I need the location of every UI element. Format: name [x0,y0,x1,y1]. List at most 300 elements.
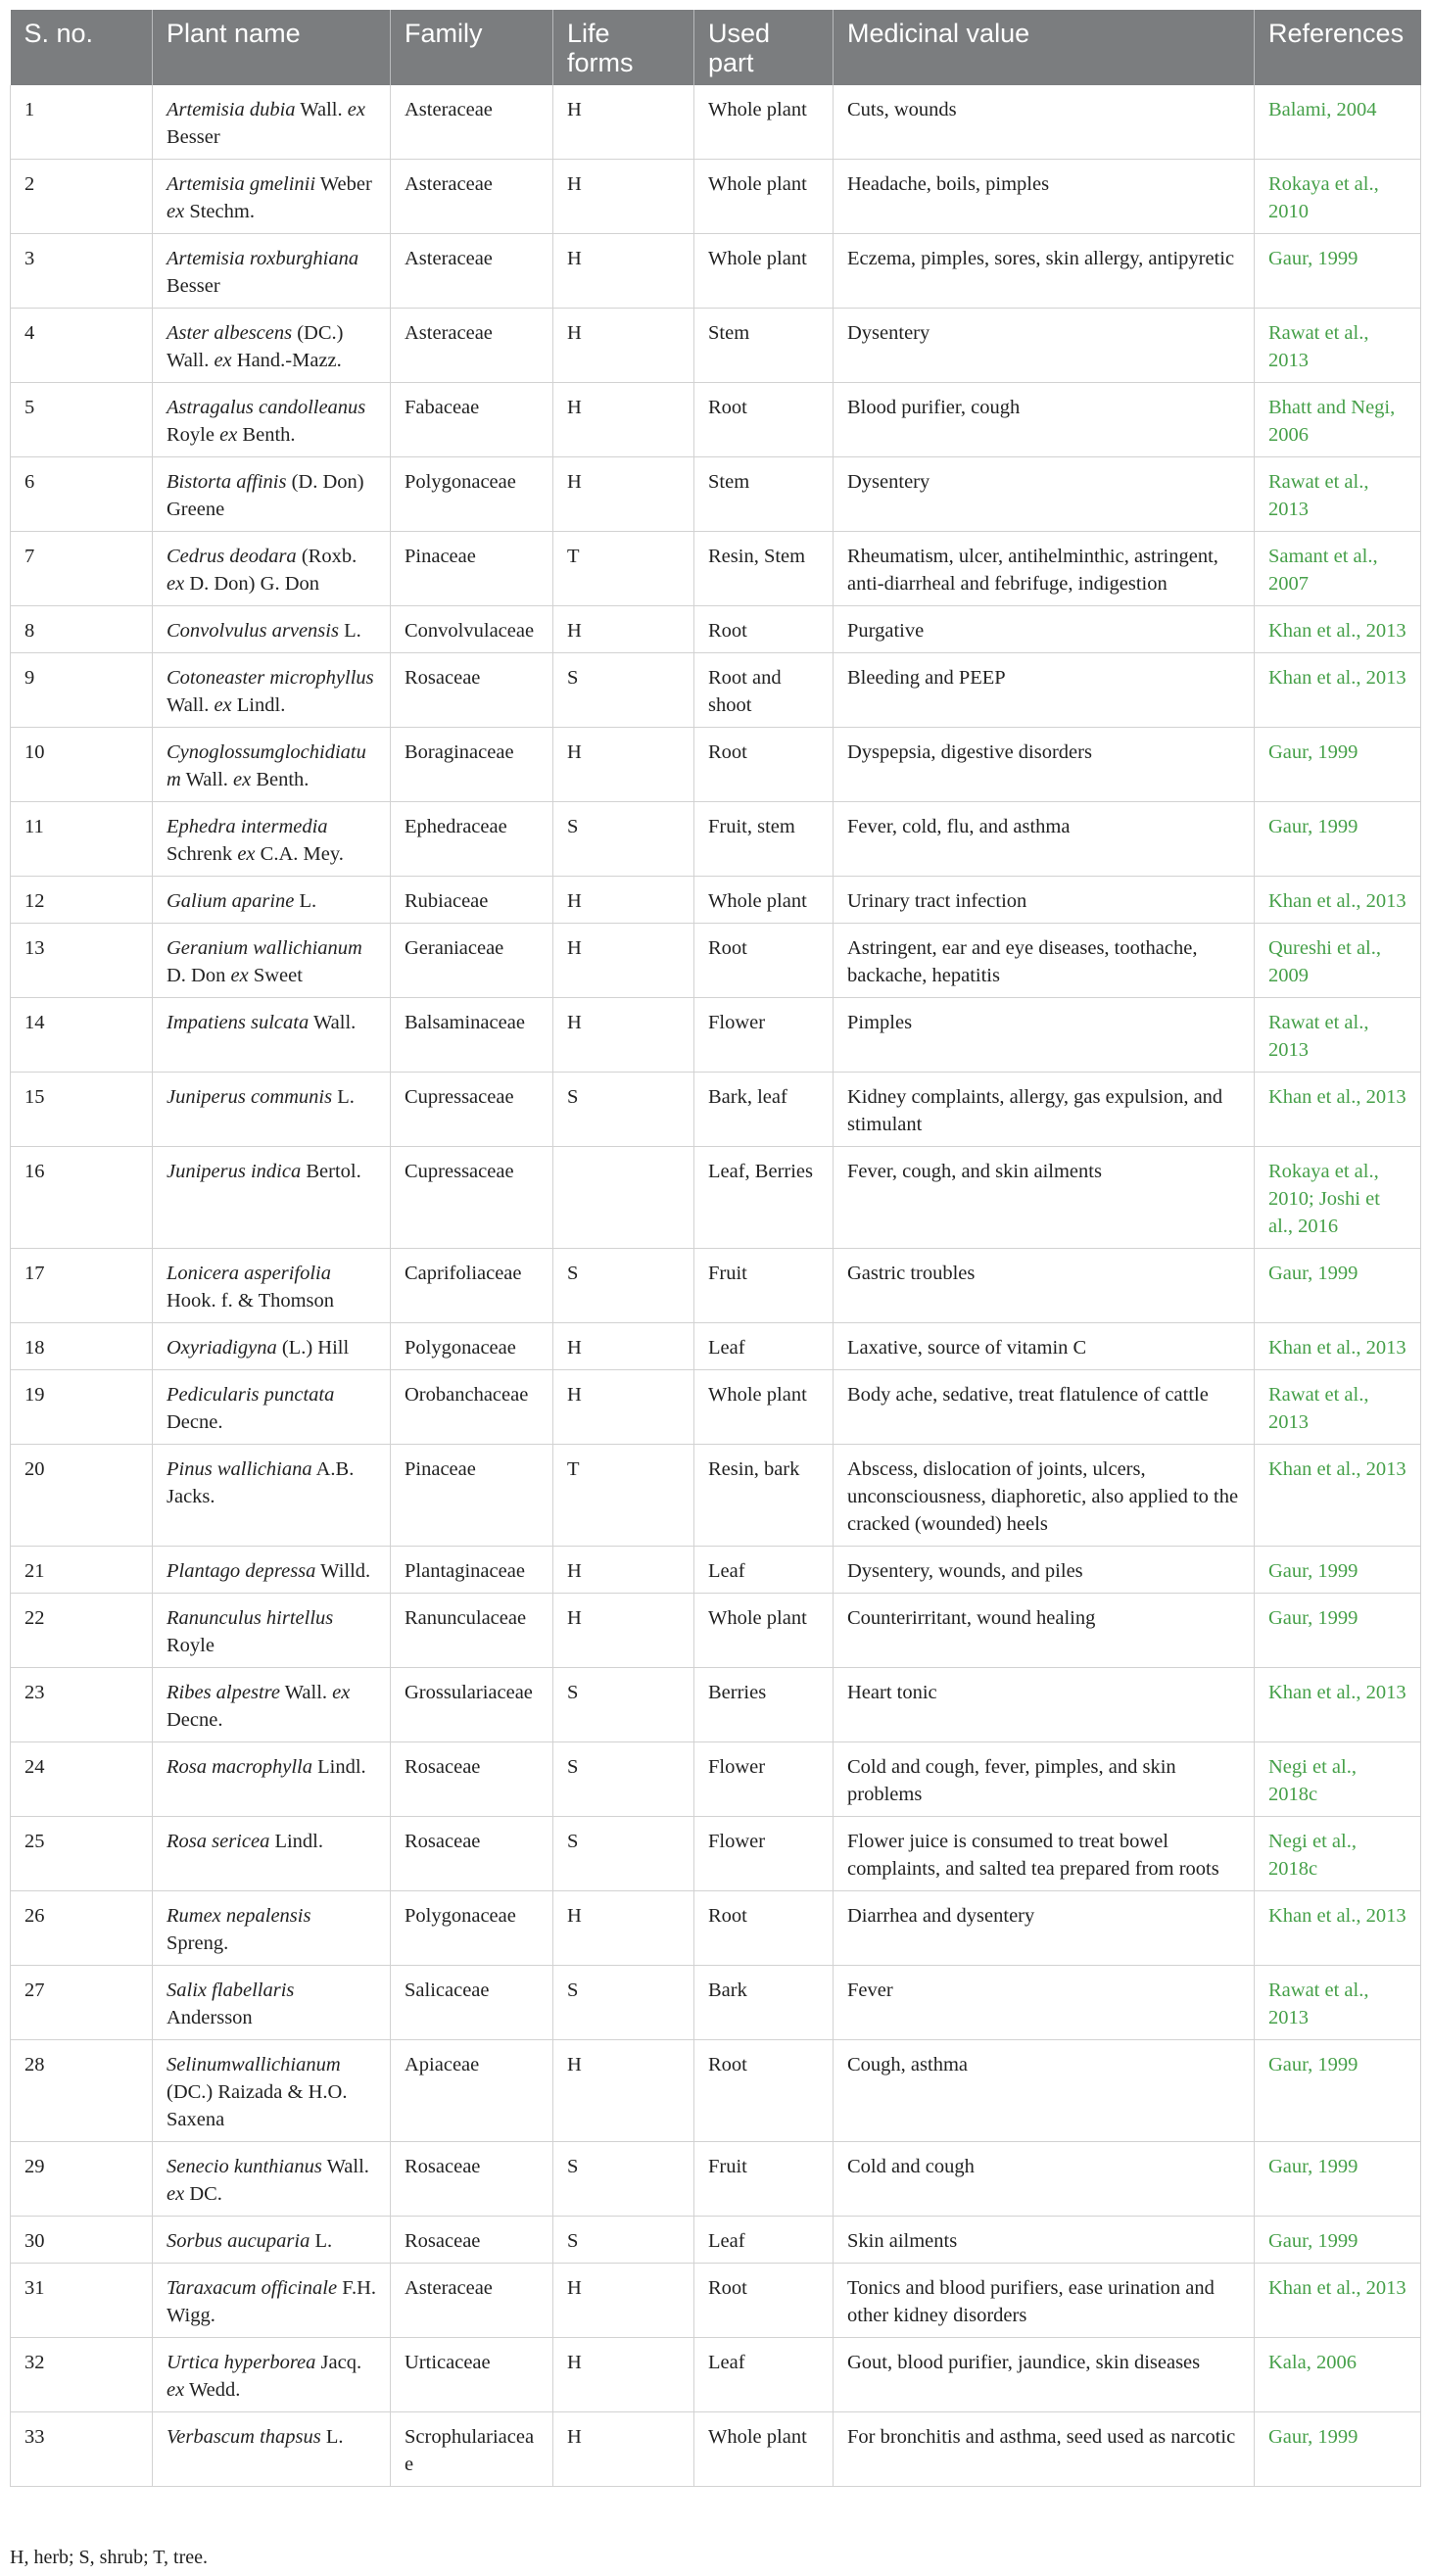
used-part-cell: Root [694,2264,834,2338]
plant-name-italic: ex [214,694,232,716]
used-part-cell: Root [694,924,834,998]
plant-name-text: (L.) Hill [276,1337,350,1359]
plant-name-italic: ex [167,201,185,222]
plant-name-text: L. [338,620,361,642]
family-cell: Rosaceae [391,653,553,728]
medicinal-value-cell: Flower juice is consumed to treat bowel complaints, and salted tea prepared from roots [834,1817,1255,1891]
plant-name-italic: Rosa sericea [167,1831,270,1852]
life-form-cell: S [553,1742,694,1817]
plant-name-italic: Cotoneaster microphyllus [167,667,374,689]
used-part-cell: Root [694,1891,834,1966]
plant-name-cell [153,532,391,606]
reference-cell: Rokaya et al., 2010 [1255,160,1421,234]
plant-name-text: Weber [315,173,372,195]
medicinal-value-cell: Fever [834,1966,1255,2040]
plant-name-italic: Salix flabellaris [167,1980,295,2001]
table-row [11,1594,1421,1668]
plant-name-text: C.A. Mey. [255,843,344,865]
plant-name-italic: Rosa macrophylla [167,1756,312,1778]
plant-name-italic: Artemisia gmelinii [167,173,316,195]
plant-name-cell [153,309,391,383]
life-form-cell: H [553,309,694,383]
medicinal-value-cell: Abscess, dislocation of joints, ulcers, unconsciousness, diaphoretic, also applied to the cracked (wounded) heels [834,1445,1255,1547]
used-part-cell: Root [694,728,834,802]
plant-name-cell [153,2264,391,2338]
plant-name-italic: Lonicera asperifolia [167,1263,331,1284]
serial-number-cell: 11 [11,802,153,877]
table-row [11,2412,1421,2487]
plant-name-cell [153,85,391,160]
table-row [11,1249,1421,1323]
plant-name-text: Wall. [321,2156,369,2177]
table-row [11,802,1421,877]
plant-name-italic: Ribes alpestre [167,1682,280,1703]
plant-name-cell [153,1249,391,1323]
reference-cell: Khan et al., 2013 [1255,653,1421,728]
plant-name-text: Andersson [167,2007,253,2028]
plant-name-italic: Senecio kunthianus [167,2156,322,2177]
table-row [11,2264,1421,2338]
plant-name-cell [153,877,391,924]
medicinal-plants-table [10,10,1421,2487]
family-cell: Polygonaceae [391,457,553,532]
family-cell: Polygonaceae [391,1323,553,1370]
plant-name-italic: Impatiens sulcata [167,1012,310,1033]
table-row [11,1966,1421,2040]
plant-name-italic: Bistorta affinis [167,471,287,493]
life-form-cell: H [553,924,694,998]
plant-name-italic: ex [237,843,256,865]
serial-number-cell: 26 [11,1891,153,1966]
family-cell: Pinaceae [391,532,553,606]
plant-name-text: Wedd. [184,2379,241,2401]
life-form-cell: S [553,1668,694,1742]
family-cell: Pinaceae [391,1445,553,1547]
plant-name-cell [153,1742,391,1817]
table-row [11,1073,1421,1147]
serial-number-cell: 7 [11,532,153,606]
family-cell: Balsaminaceae [391,998,553,1073]
life-form-cell: H [553,2040,694,2142]
table-body [11,85,1421,2487]
plant-name-text: Bertol. [301,1161,361,1182]
serial-number-cell: 33 [11,2412,153,2487]
serial-number-cell: 3 [11,234,153,309]
plant-name-cell [153,1966,391,2040]
plant-name-cell [153,1445,391,1547]
plant-name-cell [153,1370,391,1445]
life-form-cell: T [553,1445,694,1547]
life-form-cell: S [553,653,694,728]
used-part-cell: Leaf [694,2338,834,2412]
life-form-cell: H [553,877,694,924]
plant-name-italic: ex [219,424,238,446]
plant-name-italic: Astragalus candolleanus [167,397,366,418]
used-part-cell: Whole plant [694,877,834,924]
plant-name-italic: Ephedra intermedia [167,816,328,837]
family-cell: Asteraceae [391,309,553,383]
life-form-cell: S [553,2217,694,2264]
used-part-cell: Resin, bark [694,1445,834,1547]
plant-name-text: Lindl. [269,1831,323,1852]
serial-number-cell: 27 [11,1966,153,2040]
family-cell: Fabaceae [391,383,553,457]
medicinal-value-cell: Fever, cough, and skin ailments [834,1147,1255,1249]
plant-name-cell [153,1323,391,1370]
life-form-cell: T [553,532,694,606]
plant-name-text: F.H. Wigg. [167,2277,377,2326]
plant-name-cell [153,2412,391,2487]
family-cell: Caprifoliaceae [391,1249,553,1323]
serial-number-cell: 5 [11,383,153,457]
medicinal-value-cell: Purgative [834,606,1255,653]
used-part-cell: Fruit, stem [694,802,834,877]
plant-name-text: D. Don [167,965,231,986]
medicinal-value-cell: Heart tonic [834,1668,1255,1742]
life-form-cell: H [553,1891,694,1966]
plant-name-text: Lindl. [231,694,286,716]
family-cell: Scrophulariaceae [391,2412,553,2487]
table-row [11,160,1421,234]
plant-name-text: Lindl. [312,1756,366,1778]
serial-number-cell: 17 [11,1249,153,1323]
plant-name-italic: Taraxacum officinale [167,2277,338,2299]
plant-name-italic: ex [347,99,365,120]
family-cell: Cupressaceae [391,1147,553,1249]
plant-name-text: Spreng. [167,1932,229,1954]
reference-cell: Gaur, 1999 [1255,728,1421,802]
plant-name-cell [153,1073,391,1147]
table-row [11,1147,1421,1249]
medicinal-value-cell: Rheumatism, ulcer, antihelminthic, astringent, anti-diarrheal and febrifuge, indigestion [834,532,1255,606]
reference-cell: Gaur, 1999 [1255,1547,1421,1594]
plant-name-text: Wall. [167,694,214,716]
table-row [11,2040,1421,2142]
used-part-cell: Bark, leaf [694,1073,834,1147]
medicinal-value-cell: Fever, cold, flu, and asthma [834,802,1255,877]
used-part-cell: Flower [694,1742,834,1817]
medicinal-value-cell: Astringent, ear and eye diseases, toothache, backache, hepatitis [834,924,1255,998]
plant-name-italic: Rumex nepalensis [167,1905,311,1927]
plant-name-cell [153,728,391,802]
serial-number-cell: 32 [11,2338,153,2412]
life-form-cell: S [553,2142,694,2217]
table-row [11,234,1421,309]
table-row [11,1742,1421,1817]
plant-name-cell [153,653,391,728]
plant-name-text: Wall. [279,1682,333,1703]
column-header: Life forms [553,10,694,85]
plant-name-text: DC. [184,2183,222,2205]
medicinal-value-cell: For bronchitis and asthma, seed used as narcotic [834,2412,1255,2487]
reference-cell: Balami, 2004 [1255,85,1421,160]
family-cell: Asteraceae [391,160,553,234]
family-cell: Asteraceae [391,234,553,309]
table-row [11,2338,1421,2412]
table-header [11,10,1421,85]
plant-name-text: Besser [167,126,220,148]
plant-name-italic: Oxyriadigyna [167,1337,277,1359]
serial-number-cell: 6 [11,457,153,532]
plant-name-cell [153,1547,391,1594]
plant-name-text: Wall. [180,769,234,790]
column-header: Used part [694,10,834,85]
family-cell: Cupressaceae [391,1073,553,1147]
family-cell: Salicaceae [391,1966,553,2040]
plant-name-text: Stechm. [184,201,255,222]
plant-name-text: L. [310,2230,333,2252]
serial-number-cell: 19 [11,1370,153,1445]
plant-name-italic: Galium aparine [167,890,295,912]
plant-name-cell [153,383,391,457]
plant-name-cell [153,1668,391,1742]
table-row [11,728,1421,802]
serial-number-cell: 15 [11,1073,153,1147]
reference-cell: Khan et al., 2013 [1255,1073,1421,1147]
family-cell: Asteraceae [391,2264,553,2338]
family-cell: Asteraceae [391,85,553,160]
column-header: References [1255,10,1421,85]
used-part-cell: Fruit [694,2142,834,2217]
medicinal-value-cell: Pimples [834,998,1255,1073]
family-cell: Grossulariaceae [391,1668,553,1742]
column-header: Family [391,10,553,85]
medicinal-value-cell: Cold and cough, fever, pimples, and skin problems [834,1742,1255,1817]
reference-cell: Gaur, 1999 [1255,2142,1421,2217]
life-form-cell: H [553,234,694,309]
serial-number-cell: 18 [11,1323,153,1370]
life-form-cell: H [553,606,694,653]
reference-cell: Gaur, 1999 [1255,1249,1421,1323]
reference-cell: Gaur, 1999 [1255,2412,1421,2487]
plant-name-text: Jacq. [315,2352,362,2373]
medicinal-value-cell: Gastric troubles [834,1249,1255,1323]
reference-cell: Negi et al., 2018c [1255,1817,1421,1891]
table-row [11,653,1421,728]
used-part-cell: Root [694,606,834,653]
life-form-cell: H [553,2264,694,2338]
plant-name-cell [153,1147,391,1249]
reference-cell: Samant et al., 2007 [1255,532,1421,606]
plant-name-cell [153,1817,391,1891]
table-row [11,1323,1421,1370]
reference-cell: Rawat et al., 2013 [1255,309,1421,383]
plant-name-text: Sweet [248,965,303,986]
serial-number-cell: 31 [11,2264,153,2338]
plant-name-cell [153,2142,391,2217]
serial-number-cell: 12 [11,877,153,924]
used-part-cell: Leaf [694,1323,834,1370]
life-form-cell: H [553,1594,694,1668]
reference-cell: Rawat et al., 2013 [1255,1370,1421,1445]
plant-name-text: Benth. [251,769,310,790]
plant-name-italic: ex [332,1682,351,1703]
used-part-cell: Whole plant [694,1370,834,1445]
serial-number-cell: 2 [11,160,153,234]
family-cell: Rosaceae [391,1742,553,1817]
family-cell: Rosaceae [391,2142,553,2217]
plant-name-text: (Roxb. [296,546,358,567]
family-cell: Rosaceae [391,1817,553,1891]
reference-cell: Khan et al., 2013 [1255,606,1421,653]
medicinal-value-cell: Tonics and blood purifiers, ease urination and other kidney disorders [834,2264,1255,2338]
plant-name-italic: ex [167,2379,185,2401]
family-cell: Convolvulaceae [391,606,553,653]
serial-number-cell: 25 [11,1817,153,1891]
serial-number-cell: 1 [11,85,153,160]
serial-number-cell: 16 [11,1147,153,1249]
plant-name-cell [153,1594,391,1668]
table-container [10,10,1420,2487]
life-form-cell: H [553,457,694,532]
table-row [11,85,1421,160]
reference-cell: Khan et al., 2013 [1255,2264,1421,2338]
family-cell: Plantaginaceae [391,1547,553,1594]
reference-cell: Negi et al., 2018c [1255,1742,1421,1817]
plant-name-text: Royle [167,1635,214,1656]
plant-name-text: Royle [167,424,220,446]
reference-cell: Khan et al., 2013 [1255,1445,1421,1547]
table-footnote: H, herb; S, shrub; T, tree. [10,2547,209,2568]
plant-name-italic: Pinus wallichiana [167,1458,312,1480]
table-row [11,457,1421,532]
plant-name-text: L. [320,2426,344,2448]
serial-number-cell: 22 [11,1594,153,1668]
reference-cell: Gaur, 1999 [1255,234,1421,309]
reference-cell: Gaur, 1999 [1255,1594,1421,1668]
plant-name-cell [153,1891,391,1966]
reference-cell: Gaur, 1999 [1255,2217,1421,2264]
plant-name-text: Benth. [237,424,296,446]
family-cell: Orobanchaceae [391,1370,553,1445]
plant-name-text: Willd. [315,1560,371,1582]
used-part-cell: Whole plant [694,160,834,234]
family-cell: Geraniaceae [391,924,553,998]
plant-name-italic: ex [167,2183,185,2205]
reference-cell: Rawat et al., 2013 [1255,1966,1421,2040]
table-row [11,924,1421,998]
plant-name-italic: Juniperus communis [167,1086,333,1108]
plant-name-text: Besser [167,275,220,297]
used-part-cell: Root [694,2040,834,2142]
reference-cell: Bhatt and Negi, 2006 [1255,383,1421,457]
table-row [11,1668,1421,1742]
life-form-cell [553,1147,694,1249]
life-form-cell: H [553,1370,694,1445]
plant-name-text: L. [294,890,317,912]
medicinal-value-cell: Cold and cough [834,2142,1255,2217]
plant-name-italic: Cynoglossumglochidiatum [167,741,366,790]
table-row [11,1817,1421,1891]
family-cell: Rubiaceae [391,877,553,924]
plant-name-text: (DC.) Raizada & H.O. Saxena [167,2081,348,2130]
plant-name-cell [153,234,391,309]
used-part-cell: Root [694,383,834,457]
life-form-cell: S [553,1817,694,1891]
reference-cell: Khan et al., 2013 [1255,1323,1421,1370]
header-row [11,10,1421,85]
family-cell: Polygonaceae [391,1891,553,1966]
used-part-cell: Leaf, Berries [694,1147,834,1249]
plant-name-cell [153,160,391,234]
medicinal-value-cell: Eczema, pimples, sores, skin allergy, antipyretic [834,234,1255,309]
plant-name-text: Decne. [167,1411,223,1433]
plant-name-italic: Geranium wallichianum [167,937,362,959]
plant-name-text: L. [332,1086,355,1108]
used-part-cell: Flower [694,1817,834,1891]
plant-name-italic: Aster albescens [167,322,293,344]
used-part-cell: Root and shoot [694,653,834,728]
plant-name-italic: Artemisia roxburghiana [167,248,359,269]
used-part-cell: Resin, Stem [694,532,834,606]
life-form-cell: S [553,1966,694,2040]
medicinal-value-cell: Dysentery, wounds, and piles [834,1547,1255,1594]
plant-name-italic: ex [233,769,252,790]
plant-name-text: Wall. [295,99,348,120]
plant-name-italic: Cedrus deodara [167,546,297,567]
plant-name-italic: Sorbus aucuparia [167,2230,310,2252]
reference-cell: Qureshi et al., 2009 [1255,924,1421,998]
plant-name-text: Hand.-Mazz. [231,350,342,371]
reference-cell: Rawat et al., 2013 [1255,457,1421,532]
family-cell: Apiaceae [391,2040,553,2142]
used-part-cell: Whole plant [694,234,834,309]
medicinal-value-cell: Cough, asthma [834,2040,1255,2142]
plant-name-cell [153,2040,391,2142]
serial-number-cell: 20 [11,1445,153,1547]
table-row [11,877,1421,924]
plant-name-text: (DC.) Wall. [167,322,344,371]
medicinal-value-cell: Cuts, wounds [834,85,1255,160]
serial-number-cell: 29 [11,2142,153,2217]
serial-number-cell: 23 [11,1668,153,1742]
plant-name-text: Hook. f. & Thomson [167,1290,335,1312]
serial-number-cell: 14 [11,998,153,1073]
serial-number-cell: 13 [11,924,153,998]
family-cell: Urticaceae [391,2338,553,2412]
family-cell: Rosaceae [391,2217,553,2264]
used-part-cell: Fruit [694,1249,834,1323]
used-part-cell: Bark [694,1966,834,2040]
medicinal-value-cell: Laxative, source of vitamin C [834,1323,1255,1370]
plant-name-text: D. Don) G. Don [184,573,319,595]
plant-name-italic: Selinumwallichianum [167,2054,341,2075]
table-row [11,606,1421,653]
plant-name-cell [153,606,391,653]
used-part-cell: Stem [694,457,834,532]
serial-number-cell: 21 [11,1547,153,1594]
plant-name-italic: ex [214,350,232,371]
table-row [11,2217,1421,2264]
life-form-cell: H [553,85,694,160]
reference-cell: Khan et al., 2013 [1255,1668,1421,1742]
table-row [11,383,1421,457]
used-part-cell: Berries [694,1668,834,1742]
life-form-cell: H [553,728,694,802]
plant-name-cell [153,924,391,998]
plant-name-text: A.B. Jacks. [167,1458,355,1507]
family-cell: Boraginaceae [391,728,553,802]
life-form-cell: H [553,1323,694,1370]
serial-number-cell: 9 [11,653,153,728]
reference-cell: Khan et al., 2013 [1255,877,1421,924]
life-form-cell: H [553,2412,694,2487]
serial-number-cell: 8 [11,606,153,653]
serial-number-cell: 10 [11,728,153,802]
plant-name-text: Schrenk [167,843,238,865]
plant-name-italic: ex [230,965,249,986]
life-form-cell: H [553,998,694,1073]
